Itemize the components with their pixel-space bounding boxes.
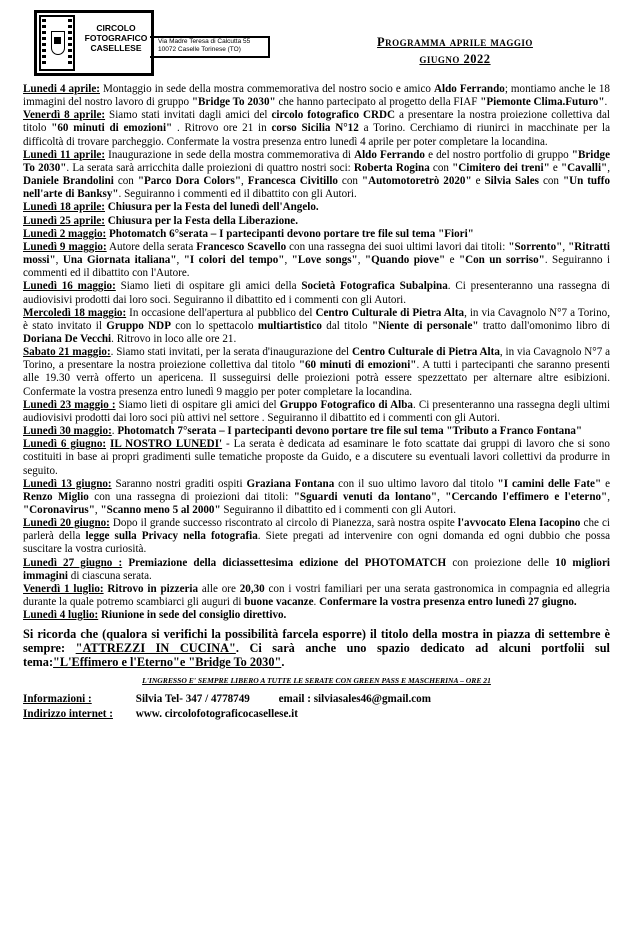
programme-entry xyxy=(23,517,610,556)
entry-text: Montaggio in sede della mostra commemorativa del nostro socio e amico Aldo Ferrando; montiamo anche le 18 immagini del nostro lavoro di gruppo "Bridge To 2030" che hanno partecipato al progetto della FIAF "Piemonte Clima.Futuro". xyxy=(23,83,610,109)
entry-date: Lunedì 18 aprile: xyxy=(23,201,105,214)
entry-date: Lunedì 30 maggio: xyxy=(23,425,112,438)
logo-name: CIRCOLO FOTOGRAFICO CASELLESE xyxy=(84,23,148,53)
entry-text: Saranno nostri graditi ospiti Graziana Fontana con il suo ultimo lavoro dal titolo "I camini delle Fate" e Renzo Miglio con una rassegna di proiezioni dai titoli: "Sguardi venuti da lontano", "Cercando l'effimero e l'eterno", "Coronavirus", "Scanno meno 5 al 2000" Seguiranno il dibattito ed i commenti con gli Autori. xyxy=(23,477,610,516)
entry-text: IL NOSTRO LUNEDI' - La serata è dedicata ad esaminare le foto scattate dai gruppi di lavoro che si sono costituiti in base ai propri gradimenti sulle tematiche proposte da Guido, e a discutere su eventuali lavori collettivi da produrre in seguito. xyxy=(23,438,610,477)
entry-date: Lunedì 16 maggio: xyxy=(23,280,116,293)
entry-date: Lunedì 11 aprile: xyxy=(23,148,106,161)
entry-text: In occasione dell'apertura al pubblico del Centro Culturale di Pietra Alta, in via Cavagnolo N°7 a Torino, è stato invitato il Gruppo NDP con lo spettacolo multiartistico dal titolo "Niente di personale" tratto dall'omonimo libro di Doriana De Vecchi. Ritrovo in loco alle ore 21. xyxy=(23,306,611,345)
programme-entry xyxy=(23,228,610,241)
entry-date: Lunedi 4 aprile: xyxy=(23,83,100,95)
logo-address: Via Madre Teresa di Calcutta 55 10072 Caselle Torinese (TO) xyxy=(158,38,251,53)
programme-entry xyxy=(23,109,610,148)
entry-date: Venerdì 8 aprile: xyxy=(23,109,106,122)
programme-list xyxy=(23,83,610,622)
entry-date: Lunedì 6 giugno: xyxy=(23,438,107,451)
entry-date: Lunedì 20 giugno: xyxy=(23,517,110,530)
programme-entry xyxy=(23,149,610,202)
entry-text: Inaugurazione in sede della mostra commemorativa di Aldo Ferrando e del nostro portfolio di gruppo "Bridge To 2030". La serata sarà arricchita dalle proiezioni di quattro nostri soci: Roberta Rogina con "Cimitero dei treni" e "Cavalli", Daniele Brandolini con "Parco Dora Colors", Francesca Civitillo con "Automotoretrò 2020" e Silvia Sales con "Un tuffo nell'arte di Banksy". Seguiranno i commenti ed il dibattito con gli Autori. xyxy=(23,148,611,201)
info-label: Informazioni : xyxy=(23,692,92,705)
programme-entry xyxy=(23,399,610,425)
programme-entry xyxy=(23,280,610,306)
website-link[interactable]: www. circolofotograficocasellese.it xyxy=(135,707,298,720)
entry-text: Dopo il grande successo riscontrato al circolo di Pianezza, sarà nostra ospite l'avvocato Elena Iacopino che ci parlerà della legge sulla Privacy nella fotografia. Siete pregati ad intervenire con ogni domanda ed ogni dubbio che possa suscitare la vostra curiosità. xyxy=(23,517,610,556)
programme-entry xyxy=(23,241,610,280)
page-header xyxy=(0,0,626,86)
crest-icon xyxy=(51,31,65,55)
programme-entry xyxy=(23,83,610,109)
entry-text: Photomatch 6°serata – I partecipanti devono portare tre file sul tema "Fiori" xyxy=(109,227,474,240)
programme-entry xyxy=(23,557,610,583)
club-logo xyxy=(34,10,154,76)
entry-date: Venerdì 1 luglio: xyxy=(23,582,104,595)
entry-text: Riunione in sede del consiglio direttivo. xyxy=(101,609,287,622)
entry-text: Siamo lieti di ospitare gli amici della Società Fotografica Subalpina. Ci presenteranno una rassegna di audiovisivi prodotti dai loro soci. Seguiranno il dibattito ed i commenti con gli Autori. xyxy=(23,280,611,306)
email-link[interactable]: email : silviasales46@gmail.com xyxy=(278,692,431,705)
contact-phone-row xyxy=(23,692,610,707)
programme-entry xyxy=(23,346,610,399)
entry-date: Lunedì 23 maggio : xyxy=(23,398,116,411)
entry-date: Lunedì 4 luglio: xyxy=(23,609,99,622)
entry-date: Lunedì 2 maggio: xyxy=(23,227,107,240)
page-title xyxy=(300,34,610,68)
contact-info xyxy=(23,692,610,722)
exhibition-note: Si ricorda che (qualora si verifichi la possibilità farcela esporre) il titolo della mostra in piazza di settembre è sempre: "ATTREZZI IN CUCINA". Ci sarà anche uno spazio dedicato ad alcuni portfolii sul tema:"L'Effimero e l'Eterno"e "Bridge To 2030". xyxy=(23,627,610,670)
programme-entry xyxy=(23,307,610,346)
info-value: Silvia Tel- 347 / 4778749 xyxy=(135,692,250,705)
programme-entry xyxy=(23,215,610,228)
entrance-notice: L'INGRESSO E' SEMPRE LIBERO A TUTTE LE SERATE CON GREEN PASS E MASCHERINA – ORE 21 xyxy=(142,676,491,686)
entry-date: Sabato 21 maggio: xyxy=(23,346,111,359)
entry-date: Lunedì 9 maggio: xyxy=(23,240,107,253)
entry-date: Lunedì 25 aprile: xyxy=(23,214,105,227)
entry-date: Lunedì 13 giugno: xyxy=(23,477,112,490)
entry-text: Siamo lieti di ospitare gli amici del Gruppo Fotografico di Alba. Ci presenteranno una rassegna degli ultimi audiovisivi prodotti dai loro soci più attivi nel settore . Seguiranno il dibattito ed i commenti con gli Autori. xyxy=(23,398,610,424)
entry-text: Chiusura per la Festa della Liberazione. xyxy=(107,214,299,227)
contact-web-row xyxy=(23,707,610,722)
programme-entry xyxy=(23,201,610,214)
web-label: Indirizzo internet : xyxy=(23,707,113,720)
entry-text: Chiusura per la Festa del lunedì dell'Angelo. xyxy=(107,201,319,214)
film-strip-icon xyxy=(39,15,75,71)
entry-text: . Photomatch 7°serata – I partecipanti devono portare tre file sul tema "Tributo a Franco Fontana" xyxy=(111,425,583,438)
entry-text: Premiazione della diciassettesima edizione del PHOTOMATCH con proiezione delle 10 migliori immagini di ciascuna serata. xyxy=(23,556,610,582)
programme-entry xyxy=(23,425,610,438)
entry-text: Autore della serata Francesco Scavello con una rassegna dei suoi ultimi lavori dai titoli: "Sorrento", "Ritratti mossi", Una Giornata italiana", "I colori del tempo", "Love songs", "Quando piove" e "Con un sorriso". Seguiranno i commenti ed il dibattito con l'Autore. xyxy=(23,240,611,280)
entry-text: Siamo stati invitati dagli amici del circolo fotografico CRDC a presentare la nostra proiezione collettiva dal titolo "60 minuti di emozioni" . Ritrovo ore 21 in corso Sicilia N°12 a Torino. Cerchiamo di riunirci in macchinate per la difficoltà di trovare parcheggio. Confermate la vostra presenza entro lunedì 4 aprile per poter completare la locandina. xyxy=(23,109,610,148)
entry-text: Ritrovo in pizzeria alle ore 20,30 con i vostri familiari per una serata gastronomica in compagnia ed allegria durante la quale potremo scambiarci gli auguri di buone vacanze. Confermare la vostra presenza entro lunedì 27 giugno. xyxy=(23,582,610,609)
title-line-2: giugno 2022 xyxy=(419,52,491,66)
programme-entry xyxy=(23,609,610,622)
programme-entry xyxy=(23,583,610,609)
entry-text: . Siamo stati invitati, per la serata d'inaugurazione del Centro Culturale di Pietra Alta, in via Cavagnolo N°7 a Torino, a presentare la nostra proiezione collettiva dal titolo "60 minuti di emozioni". A tutti i partecipanti che saranno presenti alle 19.30 verrà offerto un apericena. Il susseguirsi delle proiezioni potrà essere spezzettato per alternare altre esibizioni. Confermate la vostra presenza entro lunedì 9 maggio per poter completare la locandina. xyxy=(23,346,610,398)
entry-date: Lunedì 27 giugno : xyxy=(23,556,123,569)
programme-entry xyxy=(23,438,610,477)
programme-entry xyxy=(23,478,610,517)
programme-content xyxy=(23,83,610,722)
title-line-1: Programma aprile maggio xyxy=(377,35,533,49)
entry-date: Mercoledì 18 maggio: xyxy=(23,306,127,319)
